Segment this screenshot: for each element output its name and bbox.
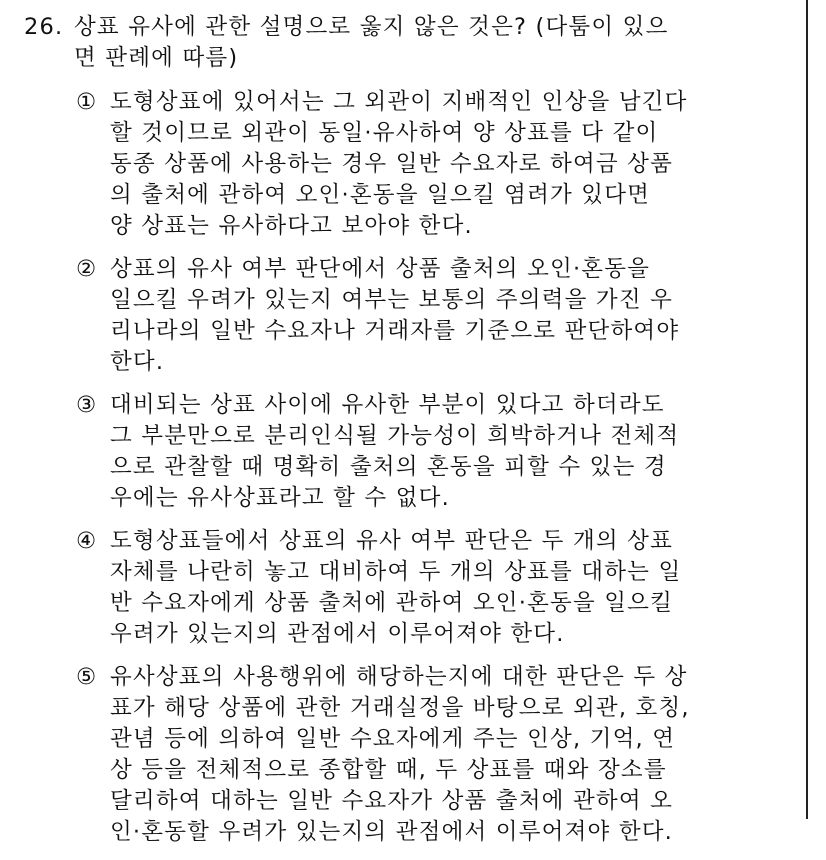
question-number: 26. — [24, 14, 64, 40]
option-1 — [76, 87, 776, 242]
question-block — [24, 12, 794, 74]
option-text: 상표의 유사 여부 판단에서 상품 출처의 오인·혼동을 일으킬 우려가 있는지 여부는 보통의 주의력을 가진 우 리나라의 일반 수요자나 거래자를 기준으로 판단하여야 한다. — [110, 256, 680, 375]
option-5 — [76, 662, 776, 848]
option-4 — [76, 526, 776, 650]
question-stem: 상표 유사에 관한 설명으로 옳지 않은 것은? (다툼이 있으 면 판례에 따름) — [74, 14, 669, 71]
option-marker: ③ — [76, 392, 98, 418]
option-3 — [76, 390, 776, 514]
option-text: 도형상표들에서 상표의 유사 여부 판단은 두 개의 상표 자체를 나란히 놓고 대비하여 두 개의 상표를 대하는 일 반 수요자에게 상품 출처에 관하여 오인·혼동을 일으킬 우려가 있는지의 관점에서 이루어져야 한다. — [110, 528, 682, 647]
option-marker: ④ — [76, 528, 98, 554]
option-2 — [76, 254, 776, 378]
option-marker: ① — [76, 89, 98, 115]
option-text: 유사상표의 사용행위에 해당하는지에 대한 판단은 두 상 표가 해당 상품에 관한 거래실정을 바탕으로 외관, 호칭, 관념 등에 의하여 일반 수요자에게 주는 인상, 기억, 연 상 등을 전체적으로 종합할 때, 두 상표를 때와 장소를 달리하여 대하는 일반 수요자가 상품 출처에 관하여 오 인·혼동할 우려가 있는지의 관점에서 이루어져야 한다. — [110, 664, 690, 845]
answer-options — [76, 87, 776, 860]
option-marker: ⑤ — [76, 664, 98, 690]
column-divider — [806, 0, 808, 819]
option-marker: ② — [76, 256, 98, 282]
option-text: 도형상표에 있어서는 그 외관이 지배적인 인상을 남긴다 할 것이므로 외관이 동일·유사하여 양 상표를 다 같이 동종 상품에 사용하는 경우 일반 수요자로 하여금 상품 의 출처에 관하여 오인·혼동을 일으킬 염려가 있다면 양 상표는 유사하다고 보아야 한다. — [110, 89, 688, 239]
option-text: 대비되는 상표 사이에 유사한 부분이 있다고 하더라도 그 부분만으로 분리인식될 가능성이 희박하거나 전체적 으로 관찰할 때 명확히 출처의 혼동을 피할 수 있는 경 우에는 유사상표라고 할 수 없다. — [110, 392, 680, 511]
